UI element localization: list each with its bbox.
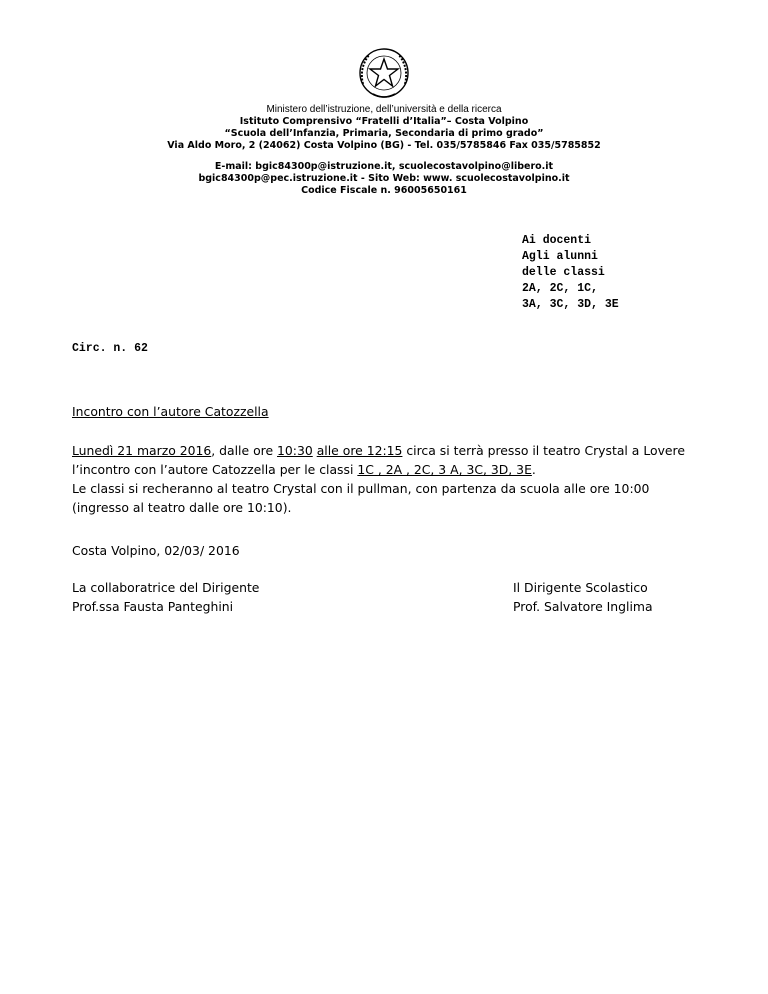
- body-line-4: (ingresso al teatro dalle ore 10:10).: [72, 500, 292, 515]
- body-line-1: Lunedì 21 marzo 2016, dalle ore 10:30 alle ore 12:15 circa si terrà presso il teatro Crystal a Lovere: [72, 443, 686, 458]
- recipient-line: delle classi: [522, 266, 605, 279]
- start-time: 10:30: [277, 443, 313, 458]
- signature-name: Prof.ssa Fausta Panteghini: [72, 599, 234, 614]
- place-date: Costa Volpino, 02/03/ 2016: [72, 543, 240, 558]
- body-line-3: Le classi si recheranno al teatro Crystal con il pullman, con partenza da scuola alle ore 10:00: [72, 481, 650, 496]
- event-date: Lunedì 21 marzo 2016: [72, 443, 212, 458]
- subject-title: Incontro con l’autore Catozzella: [72, 404, 269, 419]
- ministry-line: Ministero dell’istruzione, dell’università e della ricerca: [266, 104, 502, 115]
- email-line: E-mail: bgic84300p@istruzione.it, scuolecostavolpino@libero.it: [214, 161, 554, 172]
- signature-name: Prof. Salvatore Inglima: [513, 599, 653, 614]
- fiscal-code: Codice Fiscale n. 96005650161: [301, 185, 467, 196]
- recipients-block: [522, 233, 619, 313]
- republic-emblem-icon: [355, 46, 413, 102]
- school-levels: “Scuola dell’Infanzia, Primaria, Secondaria di primo grado”: [224, 128, 544, 139]
- recipient-line: 3A, 3C, 3D, 3E: [522, 298, 619, 311]
- end-time: alle ore 12:15: [316, 443, 403, 458]
- body-paragraph: [72, 441, 685, 517]
- signature-left: [72, 578, 259, 616]
- signature-role: Il Dirigente Scolastico: [513, 580, 648, 595]
- pec-web-line: bgic84300p@pec.istruzione.it - Sito Web: www. scuolecostavolpino.it: [198, 173, 570, 184]
- signature-right: [513, 578, 653, 616]
- circular-number: Circ. n. 62: [72, 342, 148, 355]
- body-line-2: l’incontro con l’autore Catozzella per le classi 1C , 2A , 2C, 3 A, 3C, 3D, 3E.: [72, 462, 536, 477]
- recipient-line: Agli alunni: [522, 250, 598, 263]
- recipient-line: Ai docenti: [522, 234, 592, 247]
- signature-role: La collaboratrice del Dirigente: [72, 580, 260, 595]
- school-address: Via Aldo Moro, 2 (24062) Costa Volpino (BG) - Tel. 035/5785846 Fax 035/5785852: [167, 140, 601, 151]
- institute-name: Istituto Comprensivo “Fratelli d’Italia”– Costa Volpino: [239, 116, 529, 127]
- recipient-line: 2A, 2C, 1C,: [522, 282, 598, 295]
- classes-list: 1C , 2A , 2C, 3 A, 3C, 3D, 3E: [357, 462, 532, 477]
